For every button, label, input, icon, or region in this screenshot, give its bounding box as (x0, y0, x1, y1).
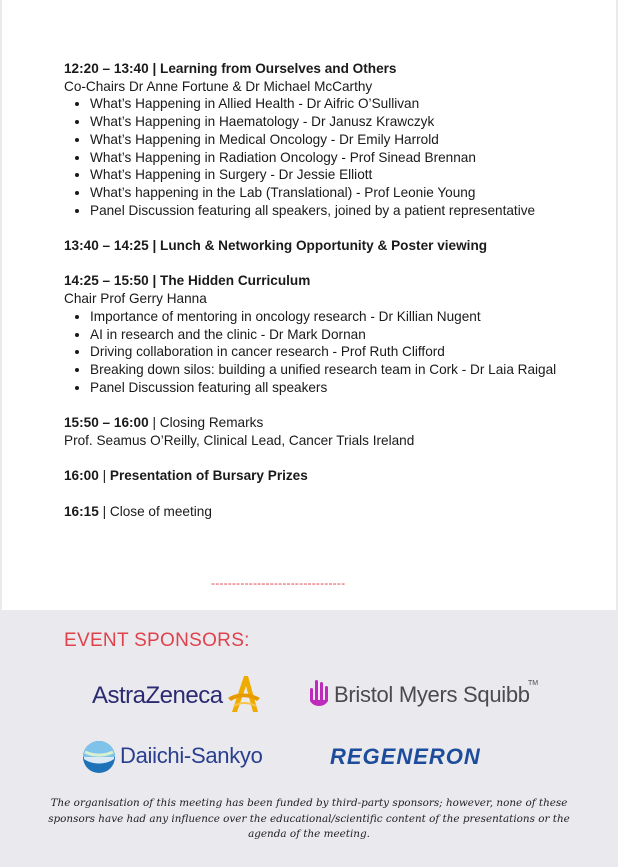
session-time: 15:50 – 16:00 (64, 415, 149, 431)
regeneron-wordmark: REGENERON (330, 744, 481, 769)
funding-disclaimer: The organisation of this meeting has been funded by third-party sponsors; however, none of these sponsors have had any influence over the educational/scientific content of the presentations or the agenda of the meeting. (48, 797, 570, 840)
session-1 (64, 60, 604, 219)
talk-item: • What’s Happening in Allied Health - Dr Aifric O’Sullivan (90, 95, 604, 113)
daiichi-sankyo-logo (82, 738, 282, 778)
bms-hand-icon (308, 678, 332, 708)
talk-item: • Panel Discussion featuring all speakers, joined by a patient representative (90, 202, 604, 220)
talk-item: • Panel Discussion featuring all speakers (90, 379, 604, 397)
session-time: 16:15 (64, 503, 99, 519)
session-chairs: Co-Chairs Dr Anne Fortune & Dr Michael McCarthy (64, 78, 373, 94)
session-title: Closing Remarks (159, 415, 264, 431)
talk-item: • What’s Happening in Haematology - Dr Janusz Krawczyk (90, 113, 604, 131)
session-speaker: Prof. Seamus O’Reilly, Clinical Lead, Cancer Trials Ireland (64, 432, 415, 448)
sponsors-footer (0, 610, 618, 867)
talk-item: • AI in research and the clinic - Dr Mark Dornan (90, 326, 604, 344)
agenda-page (2, 0, 616, 610)
astrazeneca-logo (90, 672, 265, 716)
session-title: Close of meeting (109, 503, 212, 519)
astrazeneca-wordmark: AstraZeneca (92, 682, 223, 709)
talk-item: • Driving collaboration in cancer research - Prof Ruth Clifford (90, 343, 604, 361)
talk-item: • What’s happening in the Lab (Translational) - Prof Leonie Young (90, 184, 604, 202)
session-title: The Hidden Curriculum (160, 273, 311, 289)
bms-wordmark: Bristol Myers Squibb (334, 682, 530, 707)
talk-item: • Breaking down silos: building a unified research team in Cork - Dr Laia Raigal (90, 361, 604, 379)
session-2: 13:40 – 14:25 | Lunch & Networking Opportunity & Poster viewing (64, 238, 488, 254)
session-chair: Chair Prof Gerry Hanna (64, 291, 207, 307)
talk-item: • Importance of mentoring in oncology research - Dr Killian Nugent (90, 308, 604, 326)
talk-item: • What’s Happening in Medical Oncology - Dr Emily Harrold (90, 131, 604, 149)
talk-list (64, 308, 604, 397)
session-heading: 15:50 – 16:00 | Closing Remarks (64, 415, 264, 431)
dashed-divider: -------------------------------- (211, 576, 346, 588)
session-title: Presentation of Bursary Prizes (109, 468, 308, 484)
session-time: 13:40 – 14:25 (64, 238, 149, 254)
talk-item: • What’s Happening in Radiation Oncology - Prof Sinead Brennan (90, 149, 604, 167)
session-3 (64, 272, 604, 396)
session-4 (64, 414, 604, 449)
astrazeneca-symbol-icon (224, 672, 262, 714)
session-6: 16:15 | Close of meeting (64, 503, 212, 519)
talk-list (64, 95, 604, 219)
talk-item: • What’s Happening in Surgery - Dr Jessie Elliott (90, 166, 604, 184)
daiichi-wordmark: Daiichi-Sankyo (120, 743, 263, 768)
session-heading: 14:25 – 15:50 | The Hidden Curriculum (64, 273, 311, 289)
session-title: Learning from Ourselves and Others (160, 61, 397, 76)
regeneron-logo (330, 744, 510, 774)
bms-logo (308, 678, 538, 714)
session-time: 14:25 – 15:50 (64, 273, 149, 289)
agenda-content (64, 60, 604, 538)
bms-trademark: TM (528, 680, 539, 687)
session-5: 16:00 | Presentation of Bursary Prizes (64, 468, 308, 484)
session-title: Lunch & Networking Opportunity & Poster viewing (160, 238, 488, 254)
session-time: 16:00 (64, 468, 99, 484)
session-heading: 12:20 – 13:40 | Learning from Ourselves and Others (64, 61, 397, 76)
sponsors-heading: EVENT SPONSORS: (64, 630, 250, 651)
daiichi-globe-icon (82, 740, 116, 774)
session-time: 12:20 – 13:40 (64, 61, 149, 76)
